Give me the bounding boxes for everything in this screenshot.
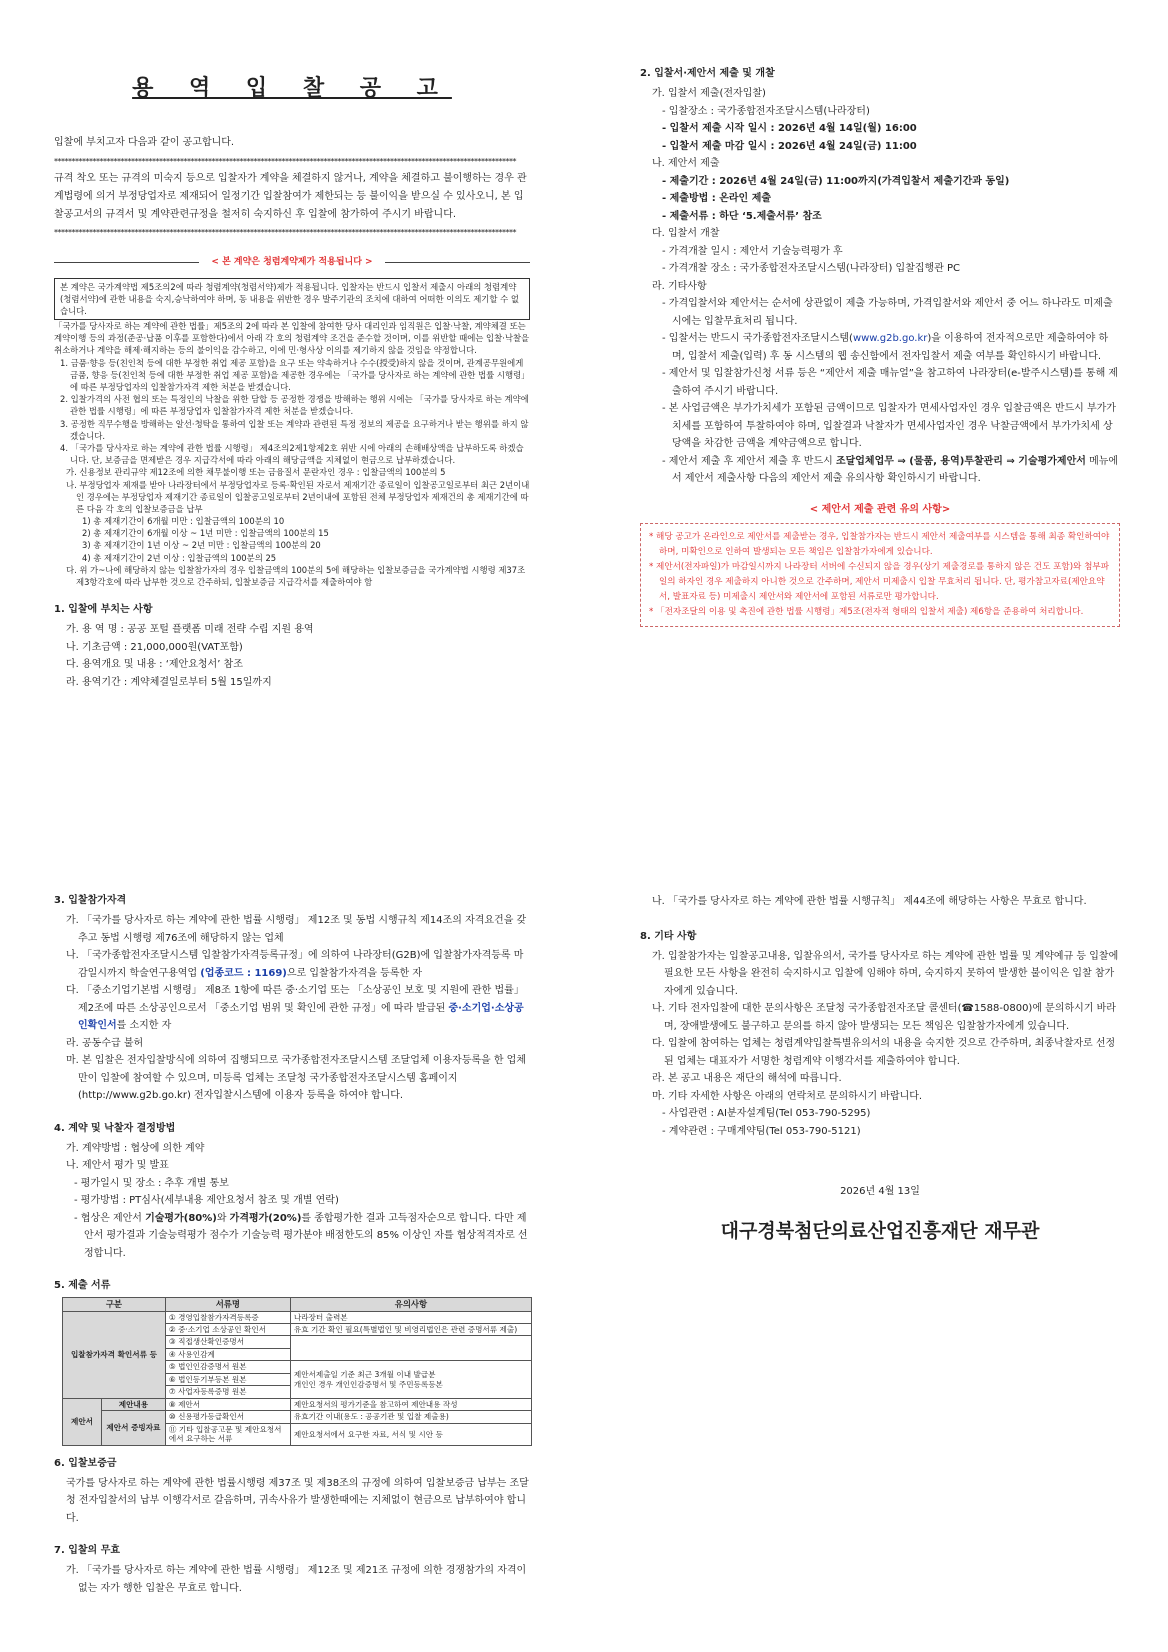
integrity-sub-item: 1) 총 제재기간이 6개월 미만 : 입찰금액의 100분의 10 [82, 516, 285, 527]
right-column-top [640, 62, 1120, 627]
section-1-item: 다. 용역개요 및 내용 : ‘제안요청서’ 참조 [66, 659, 243, 671]
g2b-link[interactable]: www.g2b.go.kr [852, 333, 928, 344]
star-divider: ************************************************************************************************************************************ [54, 228, 516, 237]
industry-code: (업종코드 : 1169) [200, 967, 287, 979]
opening-place: - 가격개찰 장소 : 국가종합전자조달시스템(나라장터) 입찰집행관 PC [662, 263, 961, 274]
etc-item: - 제안서 및 입찰참가신청 서류 등은 “제안서 제출 매뉴얼”을 참고하여 나라장터(e-발주시스템)를 통해 제출하여 주시기 바랍니다. [662, 368, 1119, 397]
section-4-title: 4. 계약 및 낙찰자 결정방법 [54, 1122, 176, 1134]
integrity-item: 1. 금품·향응 등(친인척 등에 대한 부정한 취업 제공 포함)을 요구 또는 약속하거나 수수(授受)하지 않을 것이며, 관계공무원에게 금품, 향응 등(친인척 등에 대한 부정한 취업 제공 포함)을 제공한 경우에는 「국가를 당사자로 하는 계약에 관한 법률 시행령」에 따른 부정당업자의 입찰참가자격 제한 처분을 받겠습니다. [60, 357, 530, 392]
table-header: 유의사항 [290, 1298, 531, 1312]
section-3-item: 라. 공동수급 불허 [66, 1037, 144, 1049]
doc-note: 유효기간 이내(용도 : 공공기관 및 입찰 제출용) [290, 1411, 531, 1423]
doc-note: 제안서제출일 기준 최근 3개월 이내 발급분 개인인 경우 개인인감증명서 및 주민등록등본 [290, 1361, 531, 1398]
eval-item: - 협상은 제안서 기술평가(80%)와 가격평가(20%)를 종합평가한 결과 고득점자순으로 합니다. 다만 제안서 평가결과 기술능력평가 점수가 기술능력 평가분야 배점한도의 85% 이상인 자를 협상적격자로 선정합니다. [74, 1212, 528, 1259]
integrity-para: 「국가를 당사자로 하는 계약에 관한 법률」제5조의 2에 따라 본 입찰에 참여한 당사 대리인과 임직원은 입찰·낙찰, 계약체결 또는 계약이행 등의 과정(준공·납품 이후를 포함한다)에서 아래 각 호의 청렴계약 조건을 준수할 것이며, 이를 위반할 때에는 입찰·낙찰을 취소하거나 계약을 해제·해지하는 등의 불이익을 감수하고, 이에 민·형사상 이의를 제기하지 않을 것임을 약정합니다. [54, 321, 530, 356]
proposal-period: - 제출기간 : 2026년 4월 24일(금) 11:00까지(가격입찰서 제출기간과 동일) [662, 175, 1010, 187]
integrity-sub-item: 4) 총 제재기간이 2년 이상 : 입찰금액의 100분의 25 [82, 552, 277, 563]
notice-item: * 제안서(전자파일)가 마감일시까지 나라장터 서버에 수신되지 않을 경우(상기 제출경로를 통하지 않은 건도 포함)와 첨부파일의 하자인 경우 제출하지 아니한 것으로 간주하며, 제안서 미제출시 입찰 무효처리 됩니다. 단, 평가참고자료(제안요약서, 발표자료 등) 미제출시 제안서와 제안서에 포함된 서류로만 평가합니다. [649, 561, 1109, 602]
opening-time: - 가격개찰 일시 : 제안서 기술능력평가 후 [662, 245, 843, 257]
bid-place: - 입찰장소 : 국가종합전자조달시스템(나라장터) [662, 105, 870, 117]
left-column-top [54, 62, 530, 691]
proposal-docs: - 제출서류 : 하단 ‘5.제출서류’ 참조 [662, 210, 822, 222]
section-3-item: 나. 「국가종합전자조달시스템 입찰참가자격등록규정」에 의하여 나라장터(G2B)에 입찰참가자격등록 마감일시까지 학술연구용역업 (업종코드 : 1169)으로 입찰참가자격을 등록한 자 [66, 950, 524, 979]
etc-item: - 제안서 제출 후 제안서 제출 후 반드시 조달업체업무 ⇒ (물품, 용역)투찰관리 ⇒ 기술평가제안서 메뉴에서 제안서 제출사항 다음의 제안서 제출 유의사항 확인하시기 바랍니다. [662, 455, 1119, 484]
etc-item: - 입찰서는 반드시 국가종합전자조달시스템(www.g2b.go.kr)을 이용하여 전자적으로만 제출하여야 하며, 입찰서 제출(입력) 후 동 시스템의 웹 송신함에서 전자입찰서 제출 여부를 확인하시기 바랍니다. [662, 333, 1109, 362]
integrity-item: 3. 공정한 직무수행을 방해하는 알선·청탁을 통하여 입찰 또는 계약과 관련된 특정 정보의 제공을 요구하거나 받는 행위를 하지 않겠습니다. [60, 418, 529, 441]
section-8-item: 나. 기타 전자입찰에 대한 문의사항은 조달청 국가종합전자조달 콜센터(☎1588-0800)에 문의하시기 바라며, 장애발생에도 불구하고 문의를 하지 않아 발생되는 모든 책임은 입찰참가자에게 있습니다. [652, 1003, 1116, 1032]
bid-end: - 입찰서 제출 마감 일시 : 2026년 4월 24일(금) 11:00 [662, 140, 917, 152]
section-4-item: 가. 계약방법 : 협상에 의한 계약 [66, 1142, 205, 1154]
doc-note: 유효 기간 확인 필요(특별법인 및 비영리법인은 관련 증명서류 제출) [290, 1323, 531, 1335]
bid-start: - 입찰서 제출 시작 일시 : 2026년 4월 14일(월) 16:00 [662, 123, 917, 134]
table-header: 서류명 [165, 1298, 290, 1312]
section-2-title: 2. 입찰서·제안서 제출 및 개찰 [640, 68, 775, 79]
integrity-sub: 가. 신용정보 관리규약 제12조에 의한 채무불이행 또는 금융질서 문란자인 경우 : 입찰금액의 100분의 5 [66, 467, 446, 478]
integrity-sub-item: 2) 총 제재기간이 6개월 이상 ~ 1년 미만 : 입찰금액의 100분의 15 [82, 528, 329, 539]
eval-item: - 평가일시 및 장소 : 추후 개별 통보 [74, 1177, 229, 1189]
doc-name: ③ 직접생산확인증명서 [165, 1336, 290, 1348]
section-7-title: 7. 입찰의 무효 [54, 1545, 121, 1557]
section-5-title: 5. 제출 서류 [54, 1280, 111, 1291]
doc-note: 제안요청서의 평가기준을 참고하여 제안내용 작성 [290, 1398, 531, 1410]
doc-name: ⑩ 신용평가등급확인서 [165, 1411, 290, 1423]
doc-name: ④ 사용인감계 [165, 1348, 290, 1360]
integrity-sub: 다. 위 가~나에 해당하지 않는 입찰참가자의 경우 입찰금액의 100분의 5에 해당하는 입찰보증금을 국가계약법 시행령 제37조제3항각호에 따라 납부한 것으로 간주하되, 입찰보증금 지급각서를 제출하여야 함 [66, 564, 526, 587]
integrity-body [54, 320, 530, 588]
intro-text: 입찰에 부치고자 다음과 같이 공고합니다. [54, 137, 235, 148]
section-3-item: 가. 「국가를 당사자로 하는 계약에 관한 법률 시행령」 제12조 및 동법 시행규칙 제14조의 자격요건을 갖추고 동법 시행령 제76조에 해당하지 않는 업체 [66, 915, 527, 944]
doc-note: 제안요청서에서 요구한 자료, 서식 및 시안 등 [290, 1423, 531, 1445]
section-2-sub: 다. 입찰서 개찰 [652, 228, 720, 239]
integrity-box: 본 계약은 국가계약법 제5조의2에 따라 청렴계약(청렴서약)제가 적용됩니다. 입찰자는 반드시 입찰서 제출시 아래의 청렴계약(청렴서약)에 관한 내용을 숙지,승낙하여야 하며, 동 내용을 위반한 경우 발주기관의 조치에 대하여 어떠한 이의도 제기할 수 없습니다. [54, 278, 530, 321]
section-1-item: 라. 용역기간 : 계약체결일로부터 5월 15일까지 [66, 676, 272, 688]
right-column-bottom [640, 893, 1120, 1246]
group-cell: 제안서 [63, 1398, 102, 1445]
doc-note: 나라장터 출력본 [290, 1311, 531, 1323]
section-8-item: 마. 기타 자세한 사항은 아래의 연락처로 문의하시기 바랍니다. [652, 1090, 923, 1102]
integrity-title: < 본 계약은 청렴계약제가 적용됩니다 > [211, 257, 373, 267]
section-8-item: 라. 본 공고 내용은 재단의 해석에 따릅니다. [652, 1073, 842, 1084]
sub-group-cell: 제안서 증빙자료 [102, 1411, 166, 1445]
doc-name: ⑧ 제안서 [165, 1398, 290, 1410]
section-6-text: 국가를 당사자로 하는 계약에 관한 법률시행령 제37조 및 제38조의 규정에 의하여 입찰보증금 납부는 조달청 전자입찰서의 납부 이행각서로 갈음하며, 귀속사유가 발생한때에는 지체없이 현금으로 납부하여야 합니다. [66, 1477, 529, 1524]
contact-item: - 계약관련 : 구매계약팀(Tel 053-790-5121) [662, 1125, 861, 1137]
doc-name: ⑦ 사업자등록증명 원본 [165, 1386, 290, 1398]
section-4-item: 나. 제안서 평가 및 발표 [66, 1160, 169, 1171]
section-1-title: 1. 입찰에 부치는 사항 [54, 604, 153, 616]
section-8-item: 다. 입찰에 참여하는 업체는 청렴계약입찰특별유의서의 내용을 숙지한 것으로 간주하며, 최종낙찰자로 선정된 업체는 대표자가 서명한 청렴계약 이행각서를 제출하여야 합니다. [652, 1038, 1116, 1067]
section-6-title: 6. 입찰보증금 [54, 1457, 117, 1469]
section-2-sub: 가. 입찰서 제출(전자입찰) [652, 88, 766, 99]
contact-item: - 사업관련 : AI분자설계팀(Tel 053-790-5295) [662, 1108, 871, 1119]
notice-item: * 해당 공고가 온라인으로 제안서를 제출받는 경우, 입찰참가자는 반드시 제안서 제출여부를 시스템을 통해 최종 확인하여야 하며, 미확인으로 인하여 발생되는 모든 책임은 입찰참가자에게 있습니다. [649, 531, 1110, 557]
section-2-sub: 나. 제안서 제출 [652, 158, 720, 169]
announcement-date: 2026년 4월 13일 [840, 1186, 920, 1197]
left-column-bottom [54, 893, 530, 1597]
table-header: 구분 [63, 1298, 166, 1312]
notice-title: < 제안서 제출 관련 유의 사항> [809, 503, 951, 515]
integrity-item: 4. 「국가를 당사자로 하는 계약에 관한 법률 시행령」 제4조의2제1항제2호 위반 시에 아래의 손해배상액을 납부하도록 하겠습니다. 단, 보증금을 면제받은 경우 지급각서에 따라 아래의 해당금액을 지체없이 현금으로 납부하겠습니다. [60, 442, 524, 466]
star-divider: ************************************************************************************************************************************ [54, 157, 516, 166]
section-8-title: 8. 기타 사항 [640, 930, 697, 942]
section-3-item: 다. 「중소기업기본법 시행령」 제8조 1항에 따른 중·소기업 또는 「소상공인 보호 및 지원에 관한 법률」 제2조에 따른 소상공인으로서 「중소기업 범위 및 확인에 관한 규정」에 따라 발급된 중·소기업·소상공인확인서를 소지한 자 [66, 985, 524, 1031]
doc-name: ⑤ 법인인감증명서 원본 [165, 1361, 290, 1373]
docs-table [62, 1297, 532, 1446]
section-3-title: 3. 입찰참가자격 [54, 895, 127, 906]
integrity-sub-item: 3) 총 제재기간이 1년 이상 ~ 2년 미만 : 입찰금액의 100분의 20 [82, 540, 321, 551]
doc-name: ⑥ 법인등기부등본 원본 [165, 1373, 290, 1385]
integrity-item: 2. 입찰가격의 사전 협의 또는 특정인의 낙찰을 위한 담합 등 공정한 경쟁을 방해하는 행위 시에는 「국가를 당사자로 하는 계약에 관한 법률 시행령」에 따른 부정당업자 입찰참가자격 제한 처분을 받겠습니다. [60, 394, 529, 417]
etc-item: - 본 사업금액은 부가가치세가 포함된 금액이므로 입찰자가 면세사업자인 경우 입찰금액은 반드시 부가가치세를 포함하여 투찰하여야 하며, 입찰결과 낙찰자가 면세사업자인 경우 낙찰금액에서 부가가치세 상당액을 차감한 금액을 계약금액으로 합니다. [662, 403, 1116, 449]
notice-item: * 「전자조달의 이용 및 촉진에 관한 법률 시행령」제5조(전자적 형태의 입찰서 제출) 제6항을 준용하여 처리합니다. [649, 606, 1084, 617]
section-2-sub: 라. 기타사항 [652, 280, 707, 292]
menu-path: 조달업체업무 ⇒ (물품, 용역)투찰관리 ⇒ 기술평가제안서 [835, 455, 1086, 467]
integrity-sub: 나. 부정당업자 제재를 받아 나라장터에서 부정당업자로 등록·확인된 자로서 제재기간 종료일이 입찰공고일로부터 최근 2년이내인 경우에는 부정당업자 제재기간 종료일이 입찰공고일로부터 2년이내에 포함된 전체 부정당업자 제재건의 총 제재기간에 따른 다음 각 호의 입찰보증금을 납부 [66, 479, 530, 514]
section-8-item: 가. 입찰참가자는 입찰공고내용, 입찰유의서, 국가를 당사자로 하는 계약에 관한 법률 및 계약예규 등 입찰에 필요한 모든 사항을 완전히 숙지하시고 입찰에 임해야 하며, 숙지하지 못하여 발생한 불이익은 입찰 참가자에게 있습니다. [652, 950, 1119, 997]
doc-name: ① 경영입찰참가자격등록증 [165, 1311, 290, 1323]
notice-box [640, 523, 1120, 627]
sub-group-cell: 제안내용 [102, 1398, 166, 1410]
integrity-divider [54, 256, 530, 270]
proposal-method: - 제출방법 : 온라인 제출 [662, 193, 772, 204]
section-1-item: 가. 용 역 명 : 공공 포털 플랫폼 미래 전략 수립 지원 용역 [66, 624, 314, 636]
sme-cert: 중·소기업·소상공인확인서 [78, 1002, 524, 1031]
section-7-item: 나. 「국가를 당사자로 하는 계약에 관한 법률 시행규칙」 제44조에 해당하는 사항은 무효로 합니다. [652, 896, 1087, 907]
etc-item: - 가격입찰서와 제안서는 순서에 상관없이 제출 가능하며, 가격입찰서와 제안서 중 어느 하나라도 미제출시에는 입찰무효처리 됩니다. [662, 298, 1113, 327]
doc-name: ② 중·소기업 소상공인 확인서 [165, 1323, 290, 1335]
doc-name: ⑪ 기타 입찰공고문 및 제안요청서에서 요구하는 서류 [165, 1423, 290, 1445]
eval-item: - 평가방법 : PT심사(세부내용 제안요청서 참조 및 개별 연락) [74, 1195, 339, 1206]
warning-text: 규격 착오 또는 규격의 미숙지 등으로 입찰자가 계약을 체결하지 않거나, 계약을 체결하고 불이행하는 경우 관계법령에 의거 부정당업자로 제재되어 일정기간 입찰참여가 제한되는 등 불이익을 받으실 수 있사오니, 본 입찰공고서의 규격서 및 계약관련규정을 철저히 숙지하신 후 입찰에 참가하여 주시기 바랍니다. [54, 173, 527, 220]
section-1-item: 나. 기초금액 : 21,000,000원(VAT포함) [66, 641, 243, 653]
page-title: 용 역 입 찰 공 고 [132, 76, 452, 101]
signature: 대구경북첨단의료산업진흥재단 재무관 [720, 1220, 1040, 1242]
section-3-item: 마. 본 입찰은 전자입찰방식에 의하여 집행되므로 국가종합전자조달시스템 조달업체 이용자등록을 한 업체만이 입찰에 참여할 수 있으며, 미등록 업체는 조달청 국가종합전자조달시스템 홈페이지(http://www.g2b.go.kr) 전자입찰시스템에 이용자 등록을 하여야 합니다. [66, 1055, 527, 1101]
group-cell: 입찰참가자격 확인서류 등 [63, 1311, 166, 1398]
section-7-item: 가. 「국가를 당사자로 하는 계약에 관한 법률 시행령」 제12조 및 제21조 규정에 의한 경쟁참가의 자격이 없는 자가 행한 입찰은 무효로 합니다. [66, 1565, 527, 1594]
